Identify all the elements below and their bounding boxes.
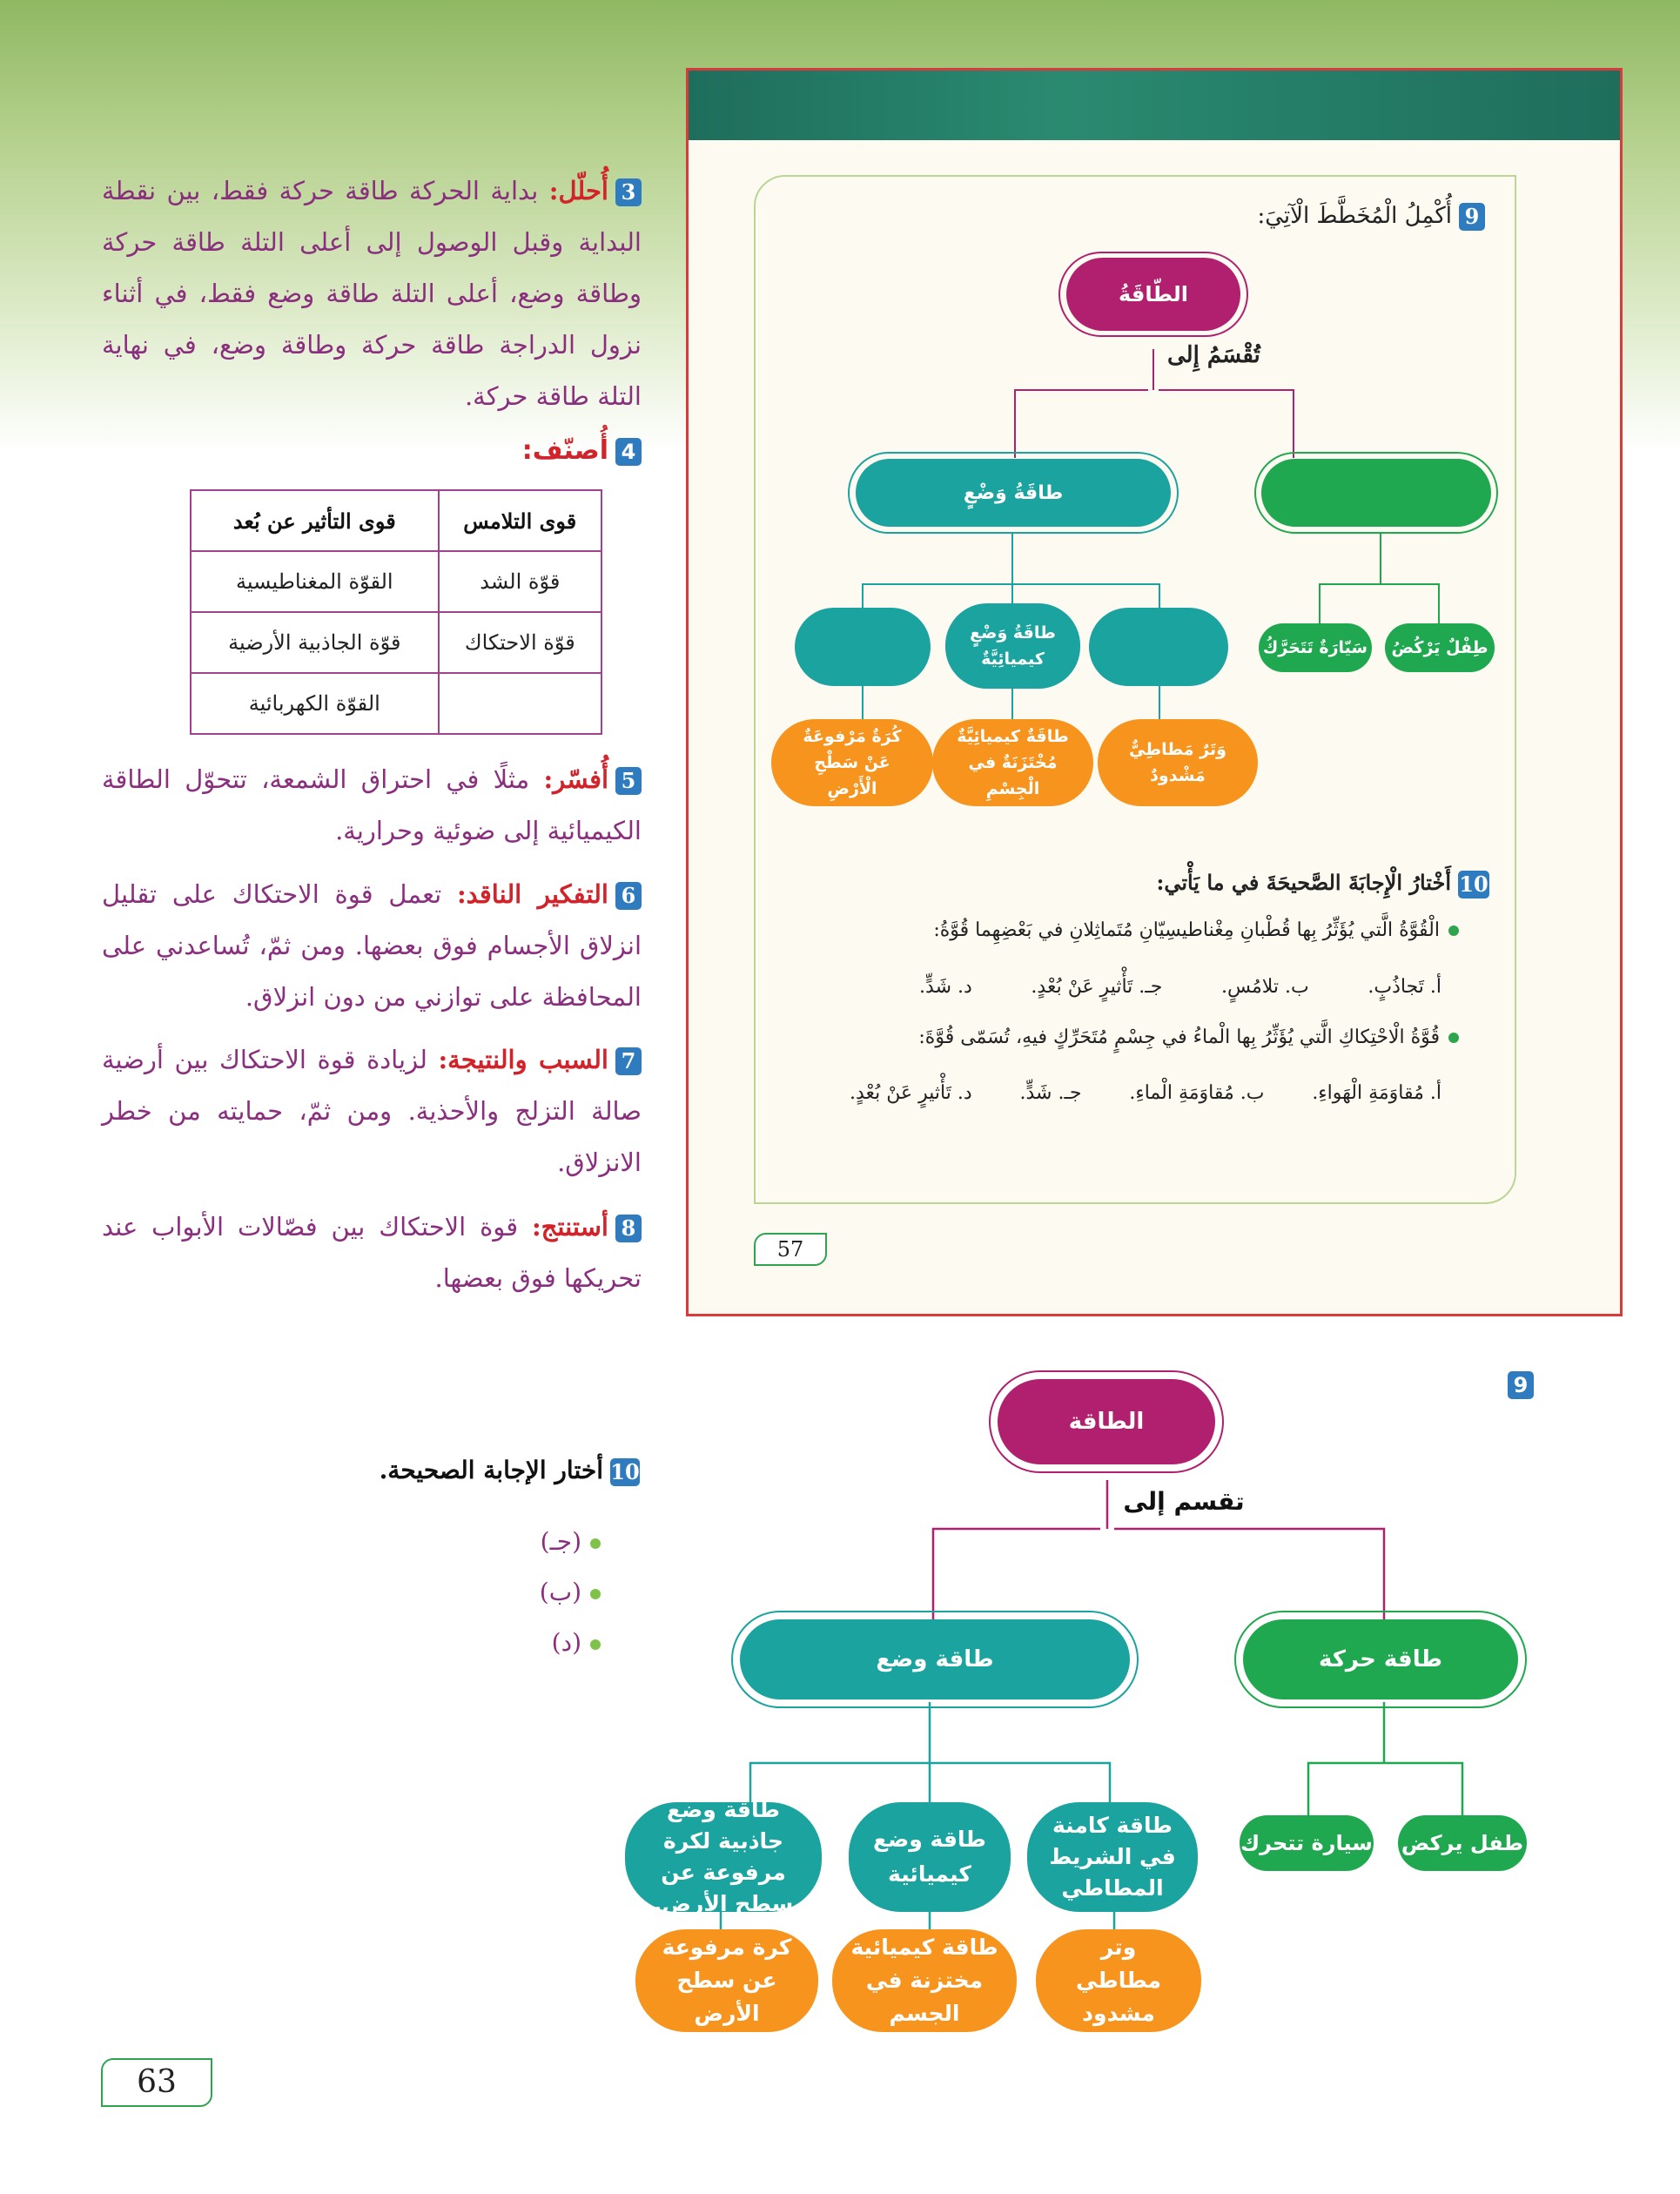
answer-choice: (د) <box>551 1628 581 1657</box>
answer-kinetic-node: طاقة حركة <box>1243 1619 1518 1699</box>
question-keyword: أُفسّر: <box>543 764 608 794</box>
number-badge: 6 <box>615 882 642 910</box>
number-badge: 3 <box>615 178 642 206</box>
number-badge: 4 <box>615 438 642 466</box>
book-potential-node: طاقَةُ وَضْعٍ <box>856 459 1171 527</box>
book-chemical-node: طاقَةُ وَضْعٍ كيميائِيَّةٌ <box>945 603 1080 689</box>
table-cell: قوّة الشد <box>439 551 601 612</box>
book-elastic-example: وَتَرٌ مَطاطِيٌّ مَشْدودٌ <box>1098 719 1258 806</box>
bullet-icon <box>590 1589 601 1599</box>
number-badge: 7 <box>615 1047 642 1075</box>
option: أ. تَجاذُبٍ. <box>1368 976 1441 998</box>
option: ب. تلامُسٍ. <box>1220 976 1309 998</box>
answer-ball-example: كرة مرفوعة عن سطح الأرض <box>635 1929 818 2032</box>
statement-text: قُوَّةُ الْاحْتِكاكِ الَّتي يُؤَثِّرُ بِها الْماءُ في جِسْمٍ مُتَحَرِّكٍ فيهِ، تُسَمّى قُوَّةَ: <box>918 1026 1440 1048</box>
question-keyword: التفكير الناقد: <box>456 879 608 909</box>
answer-chemical-node: طاقة وضع كيميائية <box>849 1802 1011 1912</box>
answer-gravity-node: طاقة وضع جاذبية لكرة مرفوعة عن سطح الأرض. <box>625 1802 822 1912</box>
book-question-title: أَخْتارُ الْإِجابَةَ الصَّحيحَةَ في ما يَأْتي: <box>1156 870 1451 895</box>
answer-choice: (جـ) <box>540 1527 581 1556</box>
option: د. تَأْثيرٍ عَنْ بُعْدٍ. <box>850 1082 972 1104</box>
question-answer: بداية الحركة طاقة حركة فقط، بين نقطة البداية وقبل الوصول إلى أعلى التلة طاقة حركة وطاقة وضع، أعلى التلة طاقة وضع فقط، في أثناء نزول الدراجة طاقة حركة وطاقة وضع، في نهاية التلة طاقة حركة. <box>102 176 642 411</box>
question-keyword: أُحلّل: <box>548 176 608 205</box>
option: ب. مُقاوَمَةِ الْماءِ. <box>1129 1082 1265 1104</box>
question-answer: مثلًا في احتراق الشمعة، تتحوّل الطاقة الكيميائية إلى ضوئية وحرارية. <box>102 764 642 845</box>
table-cell: القوّة الكهربائية <box>191 673 439 734</box>
answer-potential-node: طاقة وضع <box>740 1619 1130 1699</box>
number-badge: 9 <box>1508 1371 1534 1399</box>
table-cell: القوّة المغناطيسية <box>191 551 439 612</box>
page-number: 63 <box>101 2058 212 2107</box>
answer-elastic-node: طاقة كامنة في الشريط المطاطي <box>1027 1802 1198 1912</box>
answer-question-10 <box>380 1456 640 1486</box>
question-answer: قوة الاحتكاك بين فصّالات الأبواب عند تحريكها فوق بعضها. <box>102 1212 642 1293</box>
book-car-node: سَيّارَةٌ تَتَحَرَّكُ <box>1259 623 1372 672</box>
number-badge: 10 <box>1459 871 1488 897</box>
option: جـ. تَأْثيرٍ عَنْ بُعْدٍ. <box>1031 976 1163 998</box>
table-header: قوى التأثير عن بُعد <box>191 490 439 551</box>
option: د. شَدٍّ. <box>919 976 972 998</box>
question-keyword: السبب والنتيجة: <box>438 1045 608 1074</box>
table-cell: قوّة الاحتكاك <box>439 612 601 673</box>
answer-divides-label: تقسم إلى <box>1123 1486 1245 1516</box>
question-answer: تعمل قوة الاحتكاك على تقليل انزلاق الأجسام فوق بعضها. ومن ثمّ، تُساعدني على المحافظة على توازني من دون انزلاق. <box>102 879 642 1012</box>
book-ball-example: كُرَةٌ مَرْفوعَةٌ عَنْ سَطْحِ الْأَرْضِ <box>771 719 933 806</box>
answer-question-title: أختار الإجابة الصحيحة. <box>379 1456 603 1484</box>
number-badge: 9 <box>1459 203 1485 231</box>
answer-child-node: طفل يركض <box>1398 1815 1527 1871</box>
question-answer: لزيادة قوة الاحتكاك بين أرضية صالة التزلج والأحذية. ومن ثمّ، حمايته من خطر الانزلاق. <box>102 1045 642 1177</box>
option: أ. مُقاوَمَةِ الْهَواءِ. <box>1312 1082 1441 1104</box>
answer-chemical-example: طاقة كيميائية مختزنة في الجسم <box>832 1929 1017 2032</box>
option: جـ. شَدٍّ. <box>1019 1082 1082 1104</box>
answer-car-node: سيارة تتحرك <box>1240 1815 1374 1871</box>
number-badge: 8 <box>615 1215 642 1242</box>
list-item <box>540 1517 601 1567</box>
number-badge: 10 <box>610 1458 640 1484</box>
book-page-number: 57 <box>754 1233 827 1266</box>
answer-q10-list <box>540 1517 601 1668</box>
number-badge: 5 <box>615 767 642 795</box>
answer-root-node: الطاقة <box>998 1379 1215 1464</box>
answer-choice: (ب) <box>539 1578 581 1606</box>
book-question-title: أُكْمِلُ الْمُخَطَّطَ الْآتِيَ: <box>1257 203 1452 229</box>
table-cell: قوّة الجاذبية الأرضية <box>191 612 439 673</box>
list-item <box>540 1618 601 1668</box>
table-header: قوى التلامس <box>439 490 601 551</box>
bullet-icon <box>590 1538 601 1549</box>
list-item <box>540 1567 601 1618</box>
question-keyword: أُصنّف: <box>521 435 608 466</box>
bullet-icon <box>590 1639 601 1650</box>
answer-elastic-example: وتر مطاطي مشدود <box>1036 1929 1201 2032</box>
book-child-node: طِفْلٌ يَرْكُضُ <box>1385 623 1495 672</box>
book-root-node: الطّاقَةُ <box>1066 258 1240 331</box>
statement-text: الْقُوَّةُ الَّتي يُؤَثِّرُ بِها قُطْبانِ مِغْناطيسِيّانِ مُتَماثِلانِ في بَعْضِهِما قُوَّةُ: <box>933 919 1440 941</box>
book-chemical-example: طاقَةٌ كيميائِيَّةٌ مُخْتَزَنَةٌ في الْجِسْمِ <box>932 719 1093 806</box>
question-keyword: أستنتج: <box>531 1212 608 1242</box>
book-divides-label: تُقْسَمُ إِلى <box>1167 342 1260 368</box>
